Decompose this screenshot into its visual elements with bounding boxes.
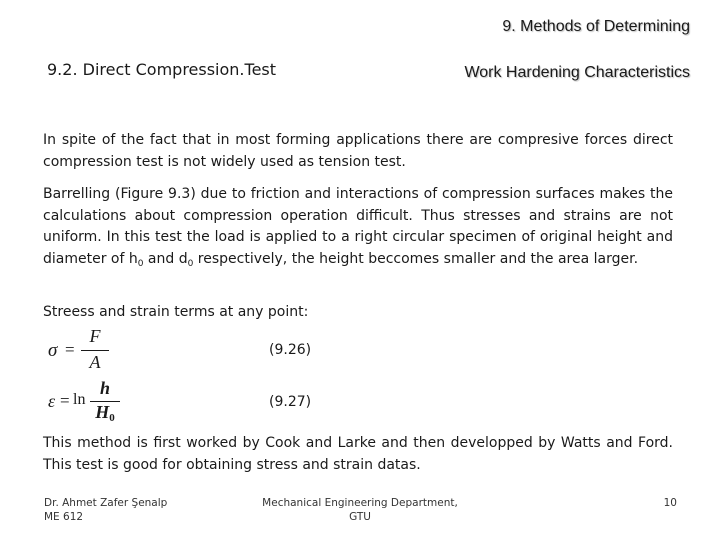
paragraph-cook-larke-text: This method is first worked by Cook and Larke and then developped by Watts and Ford. This test is good for obtaining stress and strain datas.	[43, 435, 673, 473]
barrelling-text-part2: respectively, the height beccomes smaller and the area larger.	[193, 250, 639, 267]
paragraph-barrelling	[43, 184, 673, 270]
footer-author	[44, 496, 167, 524]
sigma-symbol: σ	[48, 340, 58, 361]
footer-author-name: Dr. Ahmet Zafer Şenalp	[44, 497, 168, 509]
paragraph-intro-text: In spite of the fact that in most forming applications there are compresive forces direct compression test is not widely used as tension test.	[43, 132, 673, 170]
paragraph-cook-larke	[43, 433, 673, 476]
barrelling-text-part1: Barrelling (Figure 9.3) due to friction and interactions of compression surfaces makes the calculations about compression operation difficult. Thus stresses and strains are not uniform. In this test the load is applied to a right circular specimen of original height and diameter of h	[43, 186, 673, 267]
section-title: 9.2. Direct Compression.Test	[47, 60, 277, 79]
denominator-h-letter: H	[95, 402, 110, 422]
equals-sign: =	[65, 340, 75, 359]
equation-number-9-26: (9.26)	[269, 342, 312, 358]
barrelling-text-and: and d	[143, 250, 188, 267]
fraction-bar	[81, 350, 109, 351]
page-number: 10	[663, 497, 677, 509]
footer-department	[260, 496, 460, 524]
chapter-title-line2: Work Hardening Characteristics	[464, 64, 690, 81]
equation-number-9-27: (9.27)	[269, 394, 312, 410]
equation-strain	[48, 380, 128, 426]
subscript-zero: 0	[137, 258, 144, 269]
ln-operator: ln	[73, 391, 86, 408]
numerator-f: F	[89, 326, 101, 346]
denominator-subscript-zero: 0	[109, 412, 115, 424]
chapter-title-line1: 9. Methods of Determining	[502, 18, 690, 35]
equation-stress	[48, 328, 108, 372]
paragraph-intro	[43, 130, 673, 173]
footer-department-name: Mechanical Engineering Department,	[262, 497, 458, 509]
numerator-h: h	[99, 378, 110, 398]
denominator-h0	[90, 402, 120, 423]
equals-sign: =	[60, 391, 70, 410]
epsilon-symbol: ε	[48, 391, 56, 411]
denominator-a: A	[89, 352, 101, 372]
footer-course-code: ME 612	[44, 511, 84, 523]
subscript-zero: 0	[187, 258, 194, 269]
paragraph-stress-strain-terms: Streess and strain terms at any point:	[43, 304, 309, 320]
footer-university: GTU	[349, 511, 371, 523]
